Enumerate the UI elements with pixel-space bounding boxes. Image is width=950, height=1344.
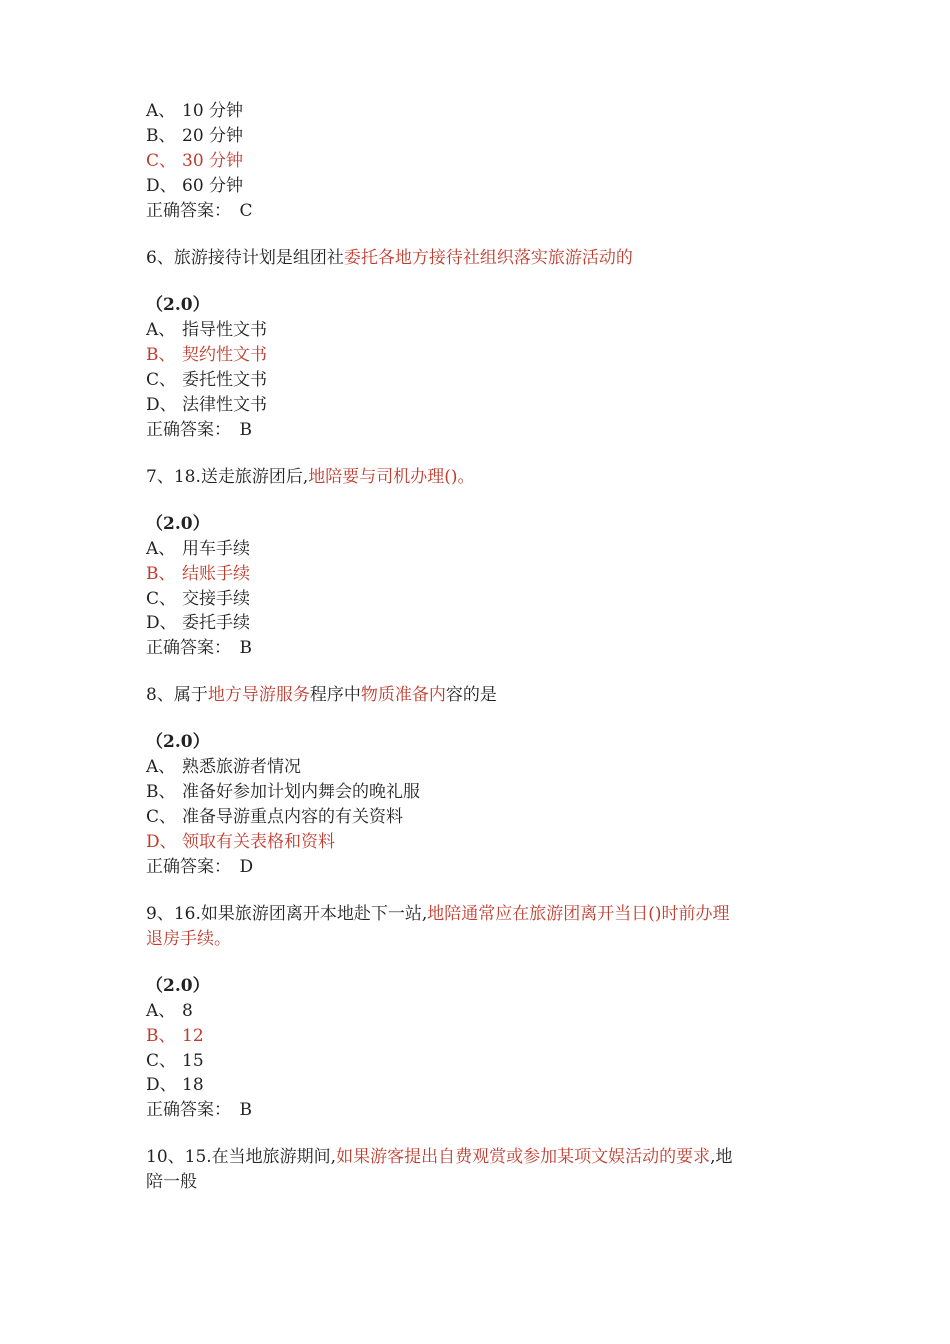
q6-option-c: C、 委托性文书 xyxy=(146,370,267,390)
q10-stem-line1: 10、15.在当地旅游期间,如果游客提出自费观赏或参加某项文娱活动的要求,地 xyxy=(146,1147,733,1167)
q10-stem-line2: 陪一般 xyxy=(146,1172,197,1192)
q6-option-a: A、 指导性文书 xyxy=(146,320,267,340)
q8-score: （2.0） xyxy=(146,732,210,752)
q8-answer: 正确答案： D xyxy=(146,857,254,877)
q6-answer: 正确答案： B xyxy=(146,420,252,440)
q8-option-d-correct: D、 领取有关表格和资料 xyxy=(146,832,335,852)
q8-option-b: B、 准备好参加计划内舞会的晚礼服 xyxy=(146,782,420,802)
q5-option-a: A、 10 分钟 xyxy=(146,101,244,121)
q9-score: （2.0） xyxy=(146,976,210,996)
q7-option-d: D、 委托手续 xyxy=(146,613,250,633)
q6-option-b-correct: B、 契约性文书 xyxy=(146,345,267,365)
q9-option-c: C、 15 xyxy=(146,1051,204,1071)
q7-option-a: A、 用车手续 xyxy=(146,539,250,559)
q7-stem: 7、18.送走旅游团后,地陪要与司机办理()。 xyxy=(146,467,475,487)
q8-option-c: C、 准备导游重点内容的有关资料 xyxy=(146,807,403,827)
q5-option-d: D、 60 分钟 xyxy=(146,176,244,196)
q6-option-d: D、 法律性文书 xyxy=(146,395,267,415)
q7-option-c: C、 交接手续 xyxy=(146,589,250,609)
q9-stem-line1: 9、16.如果旅游团离开本地赴下一站,地陪通常应在旅游团离开当日()时前办理 xyxy=(146,904,730,924)
q9-option-a: A、 8 xyxy=(146,1001,193,1021)
q7-answer: 正确答案： B xyxy=(146,638,252,658)
q6-stem: 6、旅游接待计划是组团社委托各地方接待社组织落实旅游活动的 xyxy=(146,248,633,268)
q8-option-a: A、 熟悉旅游者情况 xyxy=(146,757,301,777)
q7-score: （2.0） xyxy=(146,514,210,534)
q9-option-b-correct: B、 12 xyxy=(146,1026,204,1046)
q9-option-d: D、 18 xyxy=(146,1075,204,1095)
q9-stem-line2: 退房手续。 xyxy=(146,929,231,949)
q8-stem: 8、属于地方导游服务程序中物质准备内容的是 xyxy=(146,685,497,705)
q5-option-b: B、 20 分钟 xyxy=(146,126,244,146)
q7-option-b-correct: B、 结账手续 xyxy=(146,564,250,584)
q6-score: （2.0） xyxy=(146,295,210,315)
q5-answer: 正确答案： C xyxy=(146,201,253,221)
q5-option-c-correct: C、 30 分钟 xyxy=(146,151,244,171)
q9-answer: 正确答案： B xyxy=(146,1100,252,1120)
